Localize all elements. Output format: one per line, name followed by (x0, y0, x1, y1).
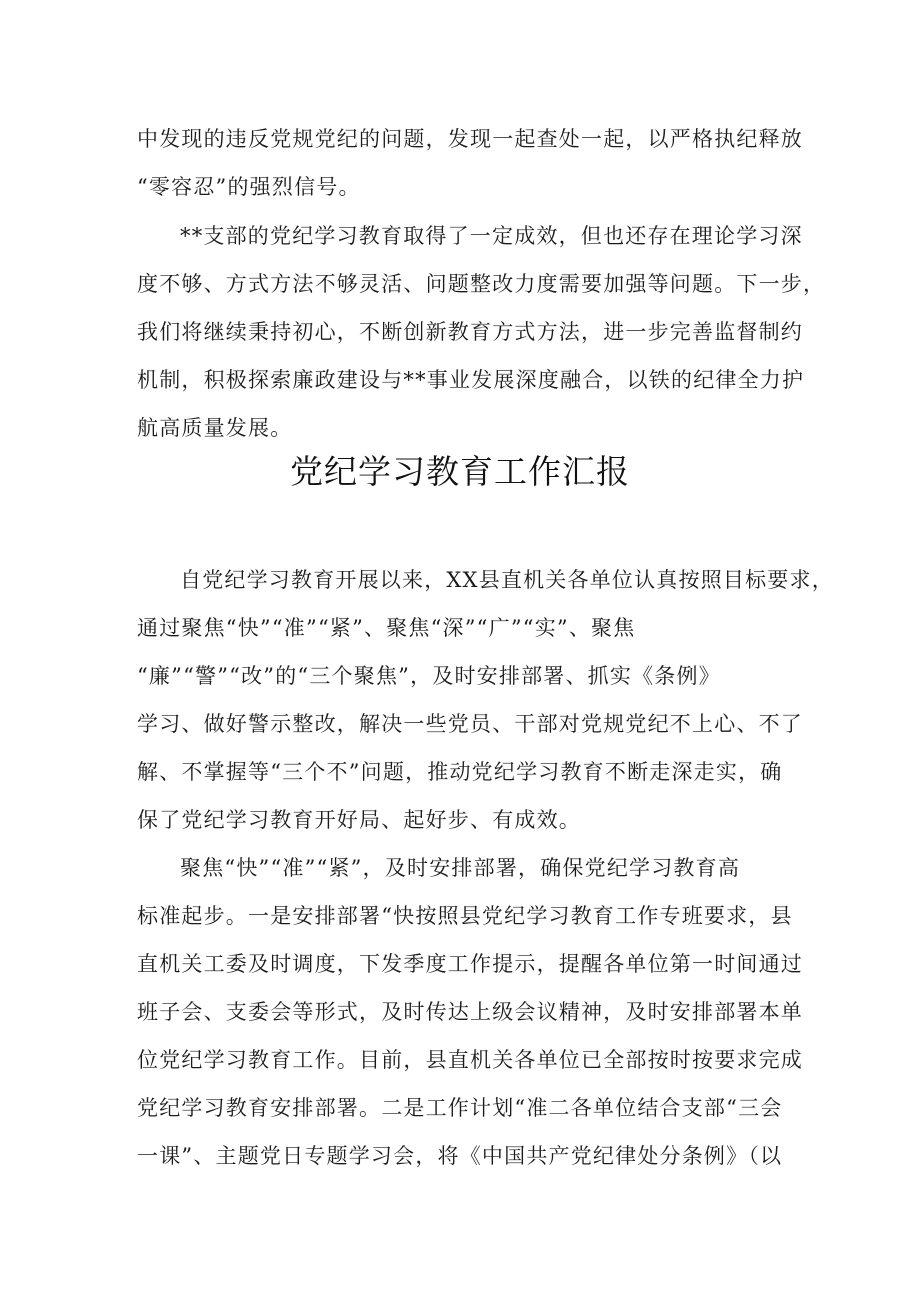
paragraph-line: 机制，积极探索廉政建设与**事业发展深度融合，以铁的纪律全力护 (137, 368, 805, 392)
paragraph-line: “零容忍”的强烈信号。 (137, 175, 361, 199)
paragraph-line: 标准起步。一是安排部署“快按照县党纪学习教育工作专班要求，县 (137, 904, 793, 928)
paragraph-line: **支部的党纪学习教育取得了一定成效，但也还存在理论学习深 (180, 224, 803, 248)
paragraph-line: 保了党纪学习教育开好局、起好步、有成效。 (137, 808, 581, 832)
document-title: 党纪学习教育工作汇报 (290, 452, 630, 491)
paragraph-line: 中发现的违反党规党纪的问题，发现一起查处一起，以严格执纪释放 (137, 127, 803, 151)
paragraph-line: 聚焦“快”“准”“紧”，及时安排部署，确保党纪学习教育高 (180, 856, 741, 880)
paragraph-line: 党纪学习教育安排部署。二是工作计划“准二各单位结合支部“三会 (137, 1096, 783, 1120)
paragraph-line: 位党纪学习教育工作。目前，县直机关各单位已全部按时按要求完成 (137, 1048, 803, 1072)
paragraph-line: 解、不掌握等“三个不”问题，推动党纪学习教育不断走深走实，确 (137, 760, 783, 784)
paragraph-line: 通过聚焦“快”“准”“紧”、聚焦“深”“广”“实”、聚焦 (137, 616, 636, 640)
paragraph-line: 直机关工委及时调度，下发季度工作提示，提醒各单位第一时间通过 (137, 952, 803, 976)
paragraph-line: 一课”、主题党日专题学习会，将《中国共产党纪律处分条例》（以 (137, 1144, 783, 1168)
paragraph-line: 班子会、支委会等形式，及时传达上级会议精神，及时安排部署本单 (137, 1000, 803, 1024)
paragraph-line: 度不够、方式方法不够灵活、问题整改力度需要加强等问题。下一步， (137, 272, 826, 296)
paragraph-line: 航高质量发展。 (137, 416, 293, 440)
paragraph-line: 学习、做好警示整改，解决一些党员、干部对党规党纪不上心、不了 (137, 712, 803, 736)
paragraph-line: 我们将继续秉持初心，不断创新教育方式方法，进一步完善监督制约 (137, 320, 803, 344)
paragraph-line: 自党纪学习教育开展以来，XX县直机关各单位认真按照目标要求， (180, 568, 834, 592)
paragraph-line: “廉”“警”“改”的“三个聚焦”，及时安排部署、抓实《条例》 (137, 664, 721, 688)
